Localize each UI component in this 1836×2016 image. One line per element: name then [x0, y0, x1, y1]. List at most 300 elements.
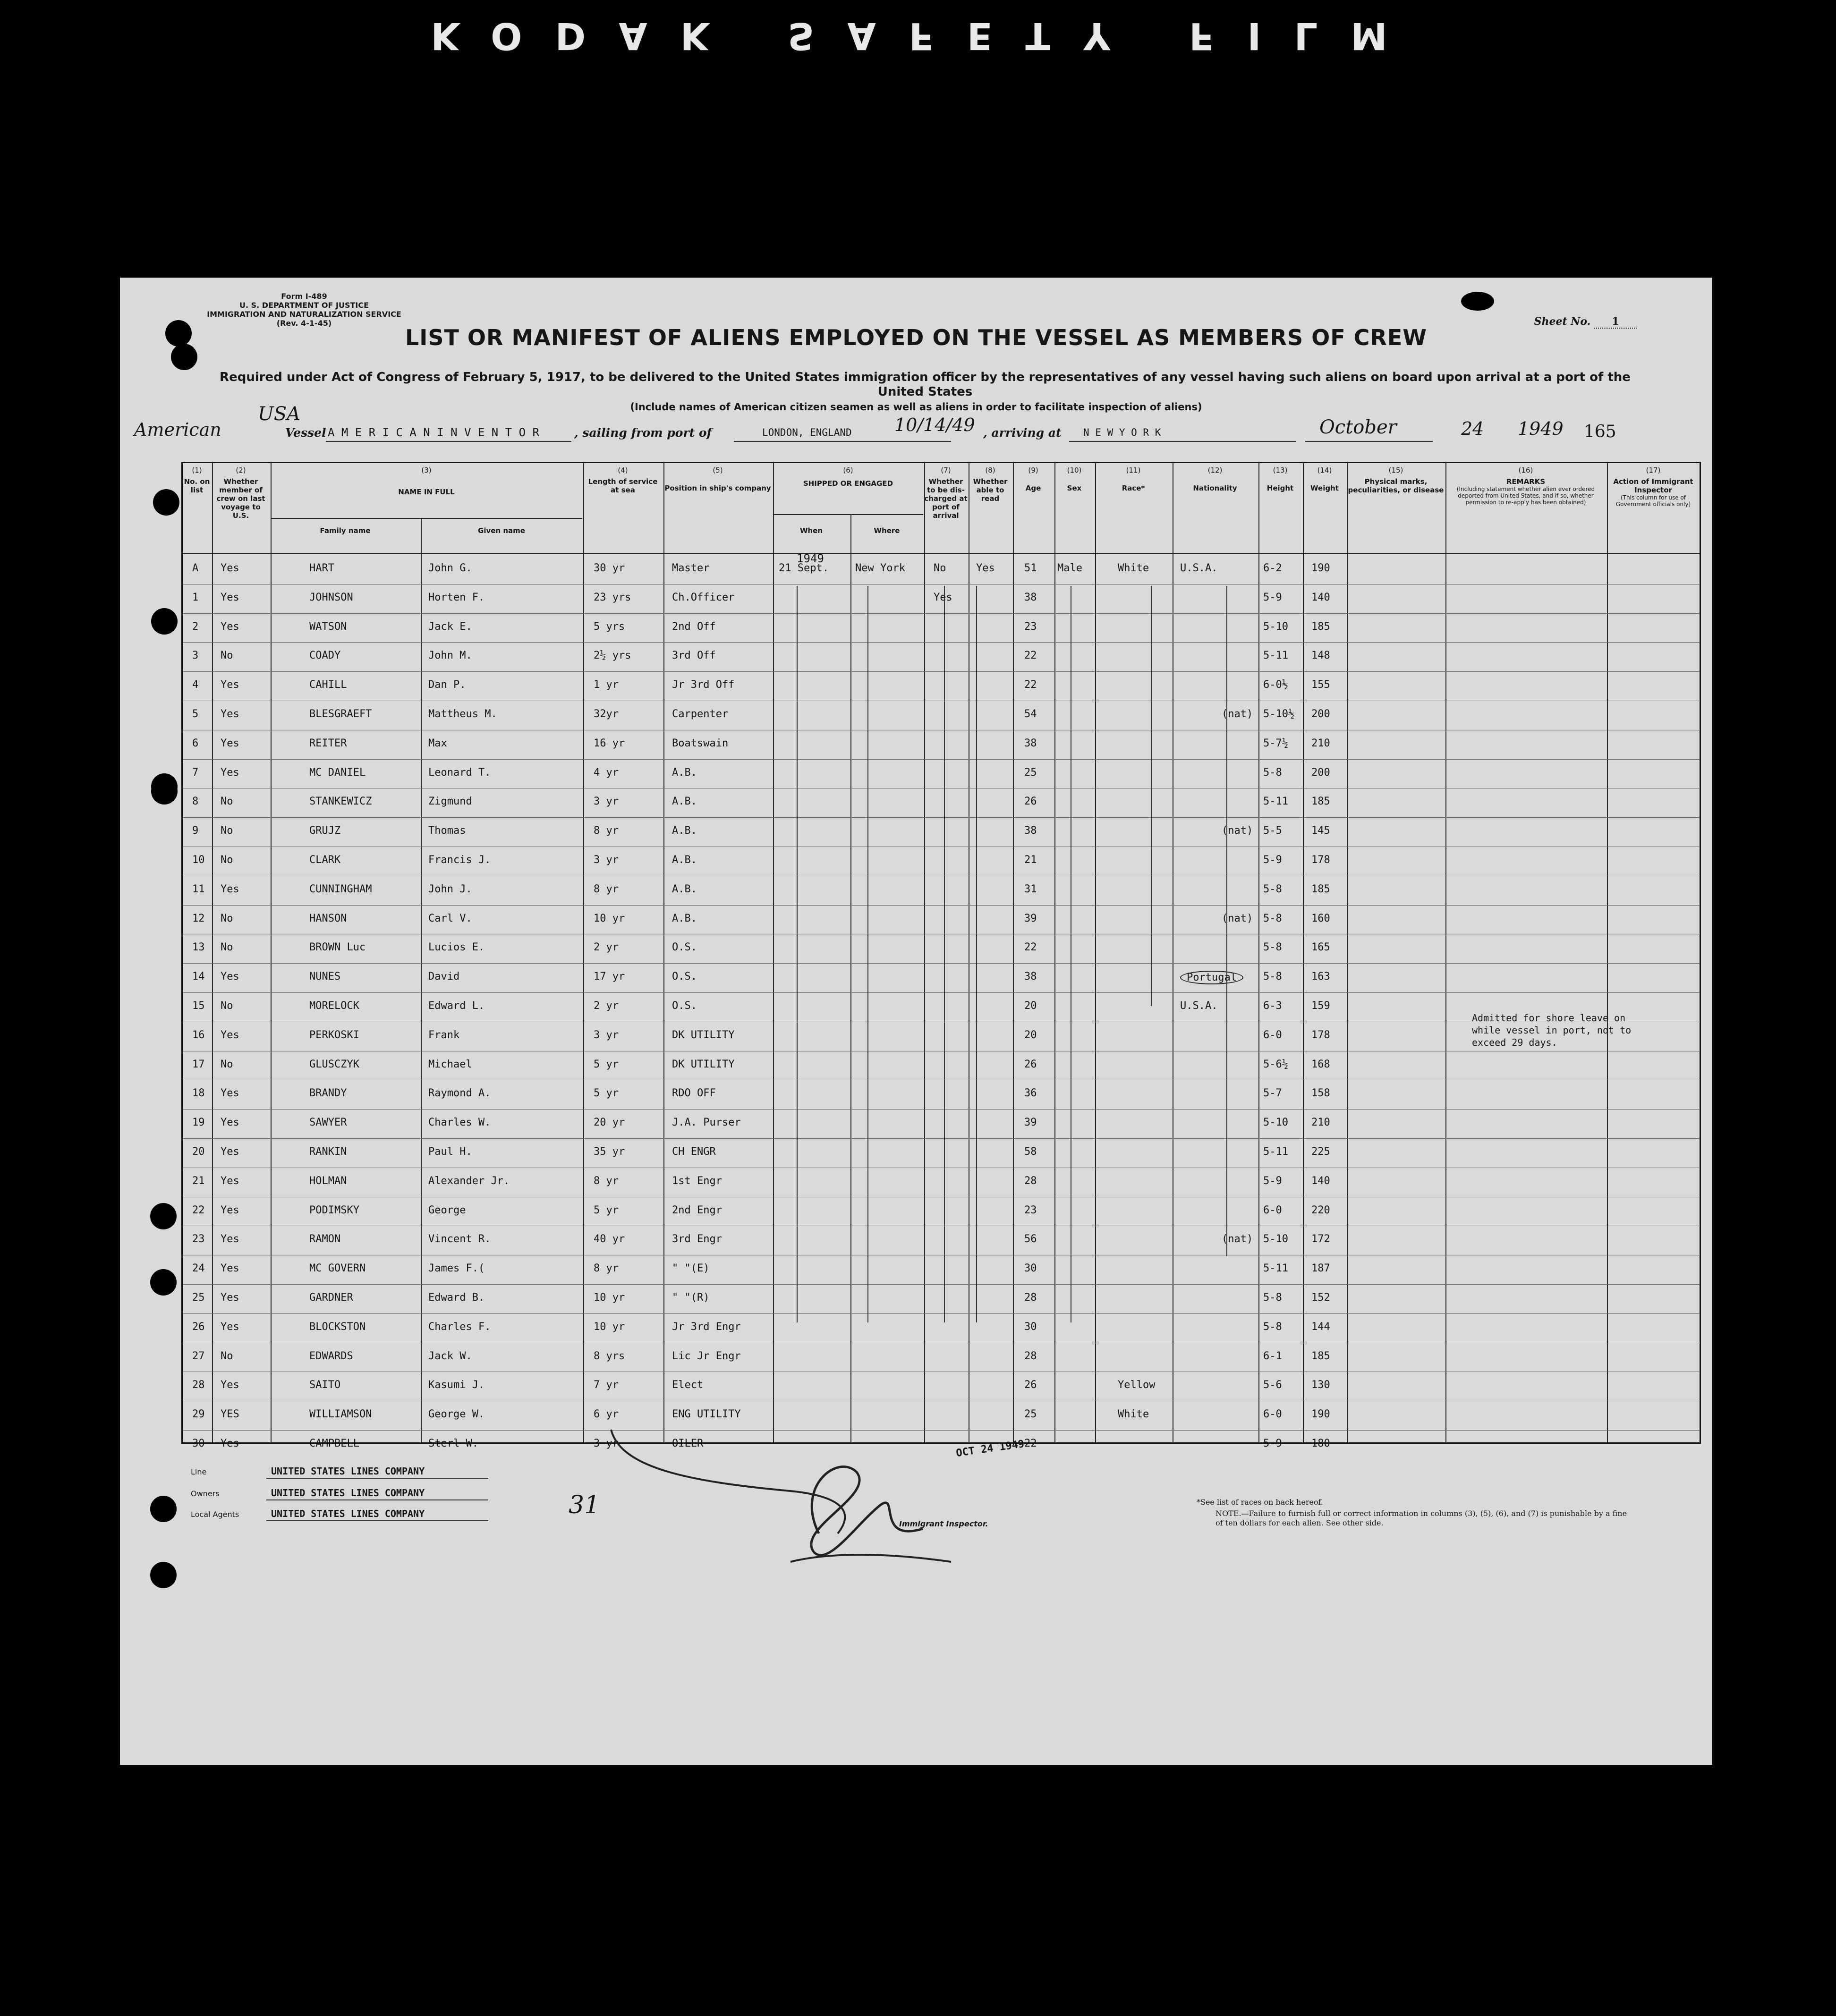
- sailing-label: , sailing from port of: [574, 426, 712, 440]
- height: 6-0: [1263, 1029, 1282, 1041]
- form-identifier: [181, 292, 427, 328]
- service-length: 3 yr: [594, 796, 619, 808]
- position: 2nd Off: [672, 620, 716, 633]
- age: 30: [1024, 1262, 1037, 1275]
- position: Jr 3rd Off: [672, 679, 735, 691]
- penalty-note: NOTE.—Failure to furnish full or correct information in columns (3), (5), (6), and (7) is punishable by a fine of ten dollars for each alien. See other side.: [1216, 1509, 1627, 1527]
- age: 28: [1024, 1292, 1037, 1304]
- height: 5-6: [1263, 1379, 1282, 1391]
- given-name: Sterl W.: [428, 1438, 478, 1449]
- height: 6-3: [1263, 1000, 1282, 1012]
- member-status: Yes: [221, 1175, 239, 1187]
- weight: 155: [1311, 679, 1330, 691]
- weight: 178: [1311, 1029, 1330, 1041]
- weight: 200: [1311, 766, 1330, 779]
- age: 26: [1024, 1058, 1037, 1070]
- weight: 172: [1311, 1233, 1330, 1245]
- member-status: Yes: [221, 679, 239, 691]
- row-number: 23: [192, 1233, 205, 1245]
- age: 22: [1024, 650, 1037, 662]
- service-length: 2 yr: [594, 941, 619, 954]
- row-rule: [183, 671, 1700, 672]
- member-status: Yes: [221, 1262, 239, 1275]
- remarks-line: exceed 29 days.: [1472, 1037, 1557, 1048]
- weight: 220: [1311, 1204, 1330, 1216]
- instruction-note: (Include names of American citizen seamen as well as aliens in order to facilitate inspection of aliens): [630, 401, 1202, 413]
- member-status: Yes: [221, 708, 239, 720]
- member-status: No: [221, 912, 233, 924]
- position: DK UTILITY: [672, 1058, 735, 1070]
- service-length: 30 yr: [594, 562, 625, 574]
- given-name: Horten F.: [428, 591, 485, 603]
- service-length: 20 yr: [594, 1117, 625, 1129]
- height: 5-5: [1263, 825, 1282, 837]
- arrival-month: October: [1319, 416, 1397, 438]
- header-family-name: Family name: [320, 526, 371, 535]
- arriving-label: , arriving at: [983, 426, 1062, 440]
- punch-hole: [150, 1203, 177, 1229]
- weight: 190: [1311, 1408, 1330, 1421]
- member-status: Yes: [221, 1438, 239, 1449]
- agents-value: UNITED STATES LINES COMPANY: [271, 1508, 425, 1519]
- service-length: 5 yrs: [594, 620, 625, 633]
- age: 38: [1024, 971, 1037, 983]
- race: White: [1118, 562, 1149, 574]
- age: 26: [1024, 796, 1037, 808]
- family-name: BLESGRAEFT: [309, 708, 372, 720]
- punch-hole: [150, 1269, 177, 1296]
- row-number: 6: [192, 737, 199, 749]
- member-status: Yes: [221, 1379, 239, 1391]
- header-remarks: (16) REMARKS (Including statement whether alien ever ordered deported from United States, and if so, whether permission to re-apply has been obtained): [1456, 466, 1595, 506]
- member-status: Yes: [221, 591, 239, 603]
- row-number: 4: [192, 679, 199, 691]
- row-rule: [183, 905, 1700, 906]
- height: 6-0: [1263, 1204, 1282, 1216]
- race: Yellow: [1118, 1379, 1156, 1391]
- given-name: Carl V.: [428, 912, 472, 924]
- column-rule: [1258, 463, 1259, 1442]
- header-given-name: Given name: [478, 526, 525, 535]
- service-length: 10 yr: [594, 912, 625, 924]
- member-status: Yes: [221, 1204, 239, 1216]
- column-rule: [773, 463, 774, 1442]
- height: 6-1: [1263, 1350, 1282, 1362]
- position: Jr 3rd Engr: [672, 1321, 741, 1333]
- header-no-on-list: (1) No. on list: [184, 466, 210, 494]
- height: 5-9: [1263, 1438, 1282, 1449]
- row-rule: [183, 642, 1700, 643]
- weight: 185: [1311, 796, 1330, 808]
- height: 5-7: [1263, 1087, 1282, 1100]
- row-rule: [183, 817, 1700, 818]
- member-status: Yes: [221, 766, 239, 779]
- family-name: CAMPBELL: [309, 1438, 359, 1449]
- row-number: 19: [192, 1117, 205, 1129]
- header-position: (5) Position in ship's company: [664, 466, 771, 492]
- height: 5-11: [1263, 650, 1288, 662]
- discharged: No: [934, 562, 946, 574]
- height: 5-9: [1263, 1175, 1282, 1187]
- height: 5-10: [1263, 1233, 1288, 1245]
- weight: 152: [1311, 1292, 1330, 1304]
- header-able-read: (8) Whether able to read: [973, 466, 1008, 503]
- weight: 158: [1311, 1087, 1330, 1100]
- header-name-in-full: (3) NAME IN FULL: [398, 466, 455, 496]
- family-name: RAMON: [309, 1233, 341, 1245]
- shipped-year-note: 1949: [797, 552, 824, 565]
- family-name: REITER: [309, 737, 347, 749]
- header-height: (13) Height: [1266, 466, 1294, 492]
- service-length: 23 yrs: [594, 591, 631, 603]
- nationality: (nat): [1222, 825, 1253, 837]
- member-status: No: [221, 1058, 233, 1070]
- position: A.B.: [672, 883, 697, 895]
- ditto-mark: [944, 586, 945, 1322]
- family-name: EDWARDS: [309, 1350, 353, 1362]
- position: O.S.: [672, 971, 697, 983]
- column-rule: [1013, 463, 1014, 1442]
- line-value: UNITED STATES LINES COMPANY: [271, 1465, 425, 1477]
- owners-value: UNITED STATES LINES COMPANY: [271, 1487, 425, 1499]
- position: A.B.: [672, 912, 697, 924]
- row-number: 14: [192, 971, 205, 983]
- column-rule: [663, 463, 664, 1442]
- member-status: Yes: [221, 562, 239, 574]
- header-whether-member: (2) Whether member of crew on last voyage to U.S.: [216, 466, 265, 520]
- service-length: 6 yr: [594, 1408, 619, 1421]
- weight: 140: [1311, 591, 1330, 603]
- weight: 210: [1311, 1117, 1330, 1129]
- nationality: U.S.A.: [1180, 1000, 1218, 1012]
- header-sex: (10) Sex: [1067, 466, 1082, 492]
- age: 51: [1024, 562, 1037, 574]
- nationality: (nat): [1222, 708, 1253, 720]
- position: DK UTILITY: [672, 1029, 735, 1041]
- manifest-sheet: [120, 278, 1712, 1765]
- position: Carpenter: [672, 708, 729, 720]
- weight: 187: [1311, 1262, 1330, 1275]
- member-status: Yes: [221, 1233, 239, 1245]
- given-name: Lucios E.: [428, 941, 485, 954]
- given-name: John J.: [428, 883, 472, 895]
- position: Boatswain: [672, 737, 729, 749]
- position: A.B.: [672, 854, 697, 866]
- family-name: SAWYER: [309, 1117, 347, 1129]
- ditto-mark: [1151, 586, 1152, 1006]
- page-subtitle: Required under Act of Congress of February 5, 1917, to be delivered to the United States immigration officer by the representatives of any vessel having such aliens on board upon arrival at a port of the United States: [220, 370, 1631, 399]
- nationality: (nat): [1222, 912, 1253, 924]
- member-status: YES: [221, 1408, 239, 1421]
- age: 31: [1024, 883, 1037, 895]
- service-length: 16 yr: [594, 737, 625, 749]
- row-rule: [183, 992, 1700, 993]
- service-length: 3 yr: [594, 854, 619, 866]
- member-status: No: [221, 650, 233, 662]
- position: 3rd Engr: [672, 1233, 722, 1245]
- nationality: (nat): [1222, 1233, 1253, 1245]
- service-length: 40 yr: [594, 1233, 625, 1245]
- age: 56: [1024, 1233, 1037, 1245]
- service-length: 8 yr: [594, 825, 619, 837]
- weight: 210: [1311, 737, 1330, 749]
- age: 26: [1024, 1379, 1037, 1391]
- column-rule: [1054, 463, 1055, 1442]
- revision-date: (Rev. 4-1-45): [276, 319, 332, 328]
- sheet-value: 1: [1594, 315, 1637, 329]
- given-name: Max: [428, 737, 447, 749]
- position: OILER: [672, 1438, 704, 1449]
- discharged: Yes: [934, 591, 952, 603]
- position: RDO OFF: [672, 1087, 716, 1100]
- height: 5-6½: [1263, 1058, 1288, 1070]
- races-note: *See list of races on back hereof.: [1197, 1498, 1324, 1507]
- punch-hole: [151, 778, 178, 805]
- nationality: Portugal: [1180, 971, 1243, 984]
- weight: 163: [1311, 971, 1330, 983]
- shipped-when: 21 Sept.: [779, 562, 829, 574]
- height: 5-8: [1263, 883, 1282, 895]
- row-number: 25: [192, 1292, 205, 1304]
- weight: 148: [1311, 650, 1330, 662]
- weight: 185: [1311, 620, 1330, 633]
- family-name: WATSON: [309, 620, 347, 633]
- header-weight: (14) Weight: [1310, 466, 1339, 492]
- position: " "(E): [672, 1262, 710, 1275]
- family-name: NUNES: [309, 971, 341, 983]
- age: 38: [1024, 737, 1037, 749]
- position: 2nd Engr: [672, 1204, 722, 1216]
- weight: 165: [1311, 941, 1330, 954]
- remarks-line: Admitted for shore leave on: [1472, 1012, 1626, 1024]
- row-number: 3: [192, 650, 199, 662]
- ditto-mark: [867, 586, 868, 1322]
- age: 20: [1024, 1029, 1037, 1041]
- member-status: No: [221, 941, 233, 954]
- family-name: HOLMAN: [309, 1175, 347, 1187]
- position: 3rd Off: [672, 650, 716, 662]
- remarks-note: [1472, 1012, 1631, 1049]
- row-number: 1: [192, 591, 199, 603]
- owners-label: Owners: [191, 1489, 220, 1498]
- weight: 159: [1311, 1000, 1330, 1012]
- margin-note: American: [134, 419, 221, 440]
- member-status: Yes: [221, 883, 239, 895]
- row-number: 26: [192, 1321, 205, 1333]
- position: A.B.: [672, 766, 697, 779]
- given-name: Kasumi J.: [428, 1379, 485, 1391]
- family-name: BLOCKSTON: [309, 1321, 366, 1333]
- date-stamp: OCT 24 1949: [955, 1438, 1025, 1460]
- family-name: MORELOCK: [309, 1000, 359, 1012]
- service-length: 1 yr: [594, 679, 619, 691]
- port-to: N E W Y O R K: [1083, 427, 1161, 438]
- row-number: 10: [192, 854, 205, 866]
- position: " "(R): [672, 1292, 710, 1304]
- age: 36: [1024, 1087, 1037, 1100]
- service-length: 8 yr: [594, 1175, 619, 1187]
- position: Ch.Officer: [672, 591, 735, 603]
- position: A.B.: [672, 825, 697, 837]
- row-rule: [183, 1313, 1700, 1314]
- count-note: 31: [569, 1491, 600, 1519]
- family-name: HANSON: [309, 912, 347, 924]
- age: 23: [1024, 620, 1037, 633]
- row-number: 2: [192, 620, 199, 633]
- form-number: Form I-489: [281, 292, 327, 301]
- department-name: U. S. DEPARTMENT OF JUSTICE: [239, 301, 369, 310]
- weight: 185: [1311, 883, 1330, 895]
- row-number: 15: [192, 1000, 205, 1012]
- row-number: 13: [192, 941, 205, 954]
- family-name: CAHILL: [309, 679, 347, 691]
- column-rule: [583, 463, 584, 1442]
- service-length: 5 yr: [594, 1204, 619, 1216]
- column-rule: [1303, 463, 1304, 1442]
- height: 6-0: [1263, 1408, 1282, 1421]
- given-name: Charles W.: [428, 1117, 491, 1129]
- given-name: John G.: [428, 562, 472, 574]
- height: 5-11: [1263, 1262, 1288, 1275]
- age: 25: [1024, 1408, 1037, 1421]
- age: 28: [1024, 1175, 1037, 1187]
- able-to-read: Yes: [976, 562, 995, 574]
- member-status: Yes: [221, 1087, 239, 1100]
- family-name: BROWN Luc: [309, 941, 366, 954]
- age: 22: [1024, 679, 1037, 691]
- member-status: Yes: [221, 1292, 239, 1304]
- height: 5-9: [1263, 591, 1282, 603]
- row-number: 29: [192, 1408, 205, 1421]
- flag-note: USA: [258, 403, 300, 425]
- weight: 180: [1311, 1438, 1330, 1449]
- given-name: Jack W.: [428, 1350, 472, 1362]
- line-label: Line: [191, 1467, 207, 1476]
- given-name: David: [428, 971, 460, 983]
- vessel-name: A M E R I C A N I N V E N T O R: [328, 426, 539, 439]
- punch-hole: [1461, 292, 1494, 311]
- age: 23: [1024, 1204, 1037, 1216]
- remarks-line: while vessel in port, not to: [1472, 1025, 1632, 1036]
- row-number: 28: [192, 1379, 205, 1391]
- weight: 185: [1311, 1350, 1330, 1362]
- row-number: 18: [192, 1087, 205, 1100]
- member-status: No: [221, 796, 233, 808]
- service-length: 8 yr: [594, 1262, 619, 1275]
- page-title: LIST OR MANIFEST OF ALIENS EMPLOYED ON THE VESSEL AS MEMBERS OF CREW: [405, 325, 1427, 350]
- age: 21: [1024, 854, 1037, 866]
- given-name: Frank: [428, 1029, 460, 1041]
- member-status: No: [221, 1000, 233, 1012]
- header-discharged: (7) Whether to be dis-charged at port of arrival: [924, 466, 968, 520]
- row-number: 16: [192, 1029, 205, 1041]
- row-number: 24: [192, 1262, 205, 1275]
- given-name: George: [428, 1204, 466, 1216]
- family-name: GARDNER: [309, 1292, 353, 1304]
- height: 5-8: [1263, 941, 1282, 954]
- weight: 130: [1311, 1379, 1330, 1391]
- row-number: 5: [192, 708, 199, 720]
- row-number: 17: [192, 1058, 205, 1070]
- service-length: 2½ yrs: [594, 650, 631, 662]
- age: 38: [1024, 591, 1037, 603]
- height: 5-8: [1263, 1292, 1282, 1304]
- height: 5-8: [1263, 971, 1282, 983]
- race: White: [1118, 1408, 1149, 1421]
- age: 39: [1024, 912, 1037, 924]
- position: CH ENGR: [672, 1146, 716, 1158]
- family-name: GRUJZ: [309, 825, 341, 837]
- age: 38: [1024, 825, 1037, 837]
- row-rule: [183, 759, 1700, 760]
- header-where: Where: [874, 526, 900, 535]
- given-name: John M.: [428, 650, 472, 662]
- member-status: Yes: [221, 620, 239, 633]
- age: 54: [1024, 708, 1037, 720]
- column-rule: [421, 518, 422, 1442]
- member-status: Yes: [221, 1029, 239, 1041]
- service-name: IMMIGRATION AND NATURALIZATION SERVICE: [207, 310, 401, 319]
- position: 1st Engr: [672, 1175, 722, 1187]
- family-name: RANKIN: [309, 1146, 347, 1158]
- given-name: Vincent R.: [428, 1233, 491, 1245]
- family-name: HART: [309, 562, 334, 574]
- service-length: 7 yr: [594, 1379, 619, 1391]
- service-length: 2 yr: [594, 1000, 619, 1012]
- age: 58: [1024, 1146, 1037, 1158]
- nationality: U.S.A.: [1180, 562, 1218, 574]
- inspector-signature: [592, 1411, 1017, 1581]
- header-length-service: (4) Length of service at sea: [588, 466, 658, 494]
- row-number: 21: [192, 1175, 205, 1187]
- family-name: MC GOVERN: [309, 1262, 366, 1275]
- row-rule: [183, 1284, 1700, 1285]
- given-name: Alexander Jr.: [428, 1175, 510, 1187]
- punch-hole: [151, 608, 178, 635]
- arrival-day: 24: [1461, 418, 1484, 439]
- column-rule: [1607, 463, 1608, 1442]
- member-status: Yes: [221, 737, 239, 749]
- row-rule: [183, 613, 1700, 614]
- shipped-where: New York: [855, 562, 905, 574]
- service-length: 4 yr: [594, 766, 619, 779]
- member-status: Yes: [221, 971, 239, 983]
- family-name: WILLIAMSON: [309, 1408, 372, 1421]
- position: Master: [672, 562, 710, 574]
- given-name: Raymond A.: [428, 1087, 491, 1100]
- position: O.S.: [672, 1000, 697, 1012]
- member-status: No: [221, 854, 233, 866]
- age: 30: [1024, 1321, 1037, 1333]
- height: 6-0½: [1263, 679, 1288, 691]
- family-name: PERKOSKI: [309, 1029, 359, 1041]
- height: 6-2: [1263, 562, 1282, 574]
- family-name: CUNNINGHAM: [309, 883, 372, 895]
- header-when: When: [799, 526, 823, 535]
- family-name: JOHNSON: [309, 591, 353, 603]
- position: Elect: [672, 1379, 704, 1391]
- member-status: No: [221, 1350, 233, 1362]
- family-name: CLARK: [309, 854, 341, 866]
- ditto-mark: [976, 586, 977, 1322]
- service-length: 8 yrs: [594, 1350, 625, 1362]
- family-name: COADY: [309, 650, 341, 662]
- column-rule: [271, 463, 272, 1442]
- given-name: Edward B.: [428, 1292, 485, 1304]
- row-number: 7: [192, 766, 199, 779]
- height: 5-11: [1263, 796, 1288, 808]
- weight: 190: [1311, 562, 1330, 574]
